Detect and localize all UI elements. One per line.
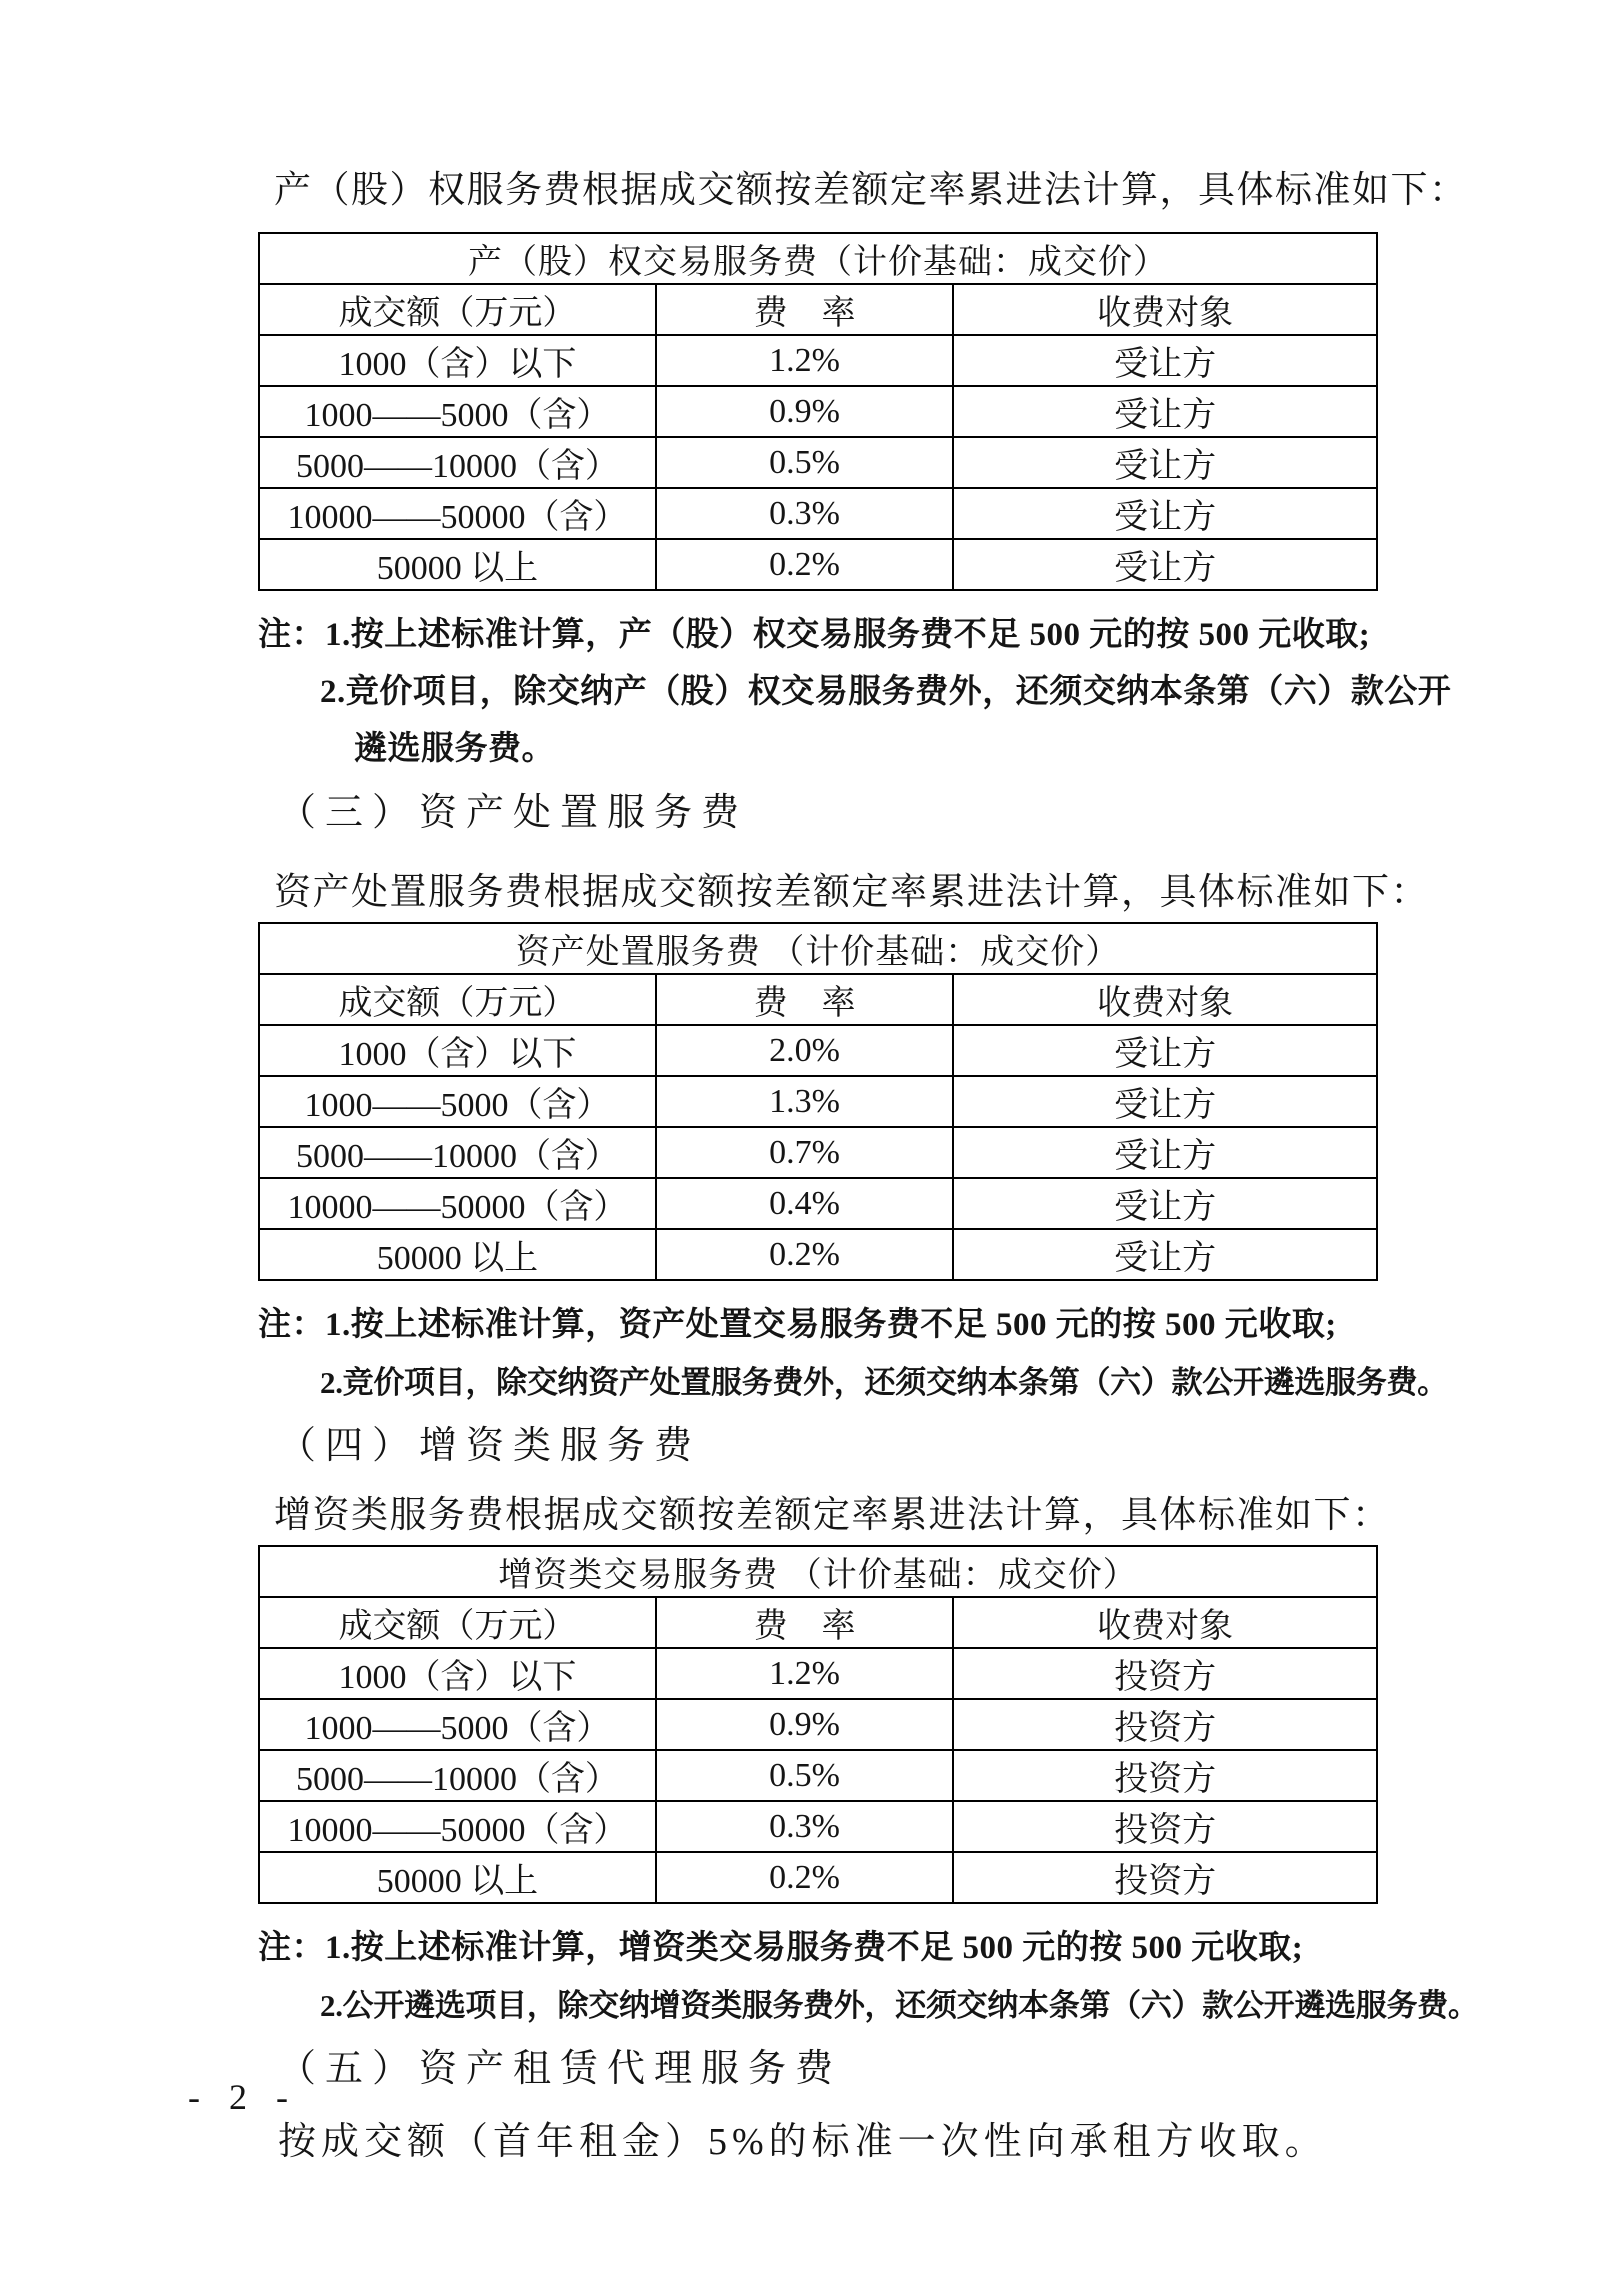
cell-payer: 受让方 [953,1127,1377,1178]
cell-payer: 受让方 [953,539,1377,590]
cell-amount: 1000（含）以下 [259,1648,656,1699]
page-content [258,168,1479,2166]
cell-payer: 受让方 [953,488,1377,539]
note-line: 注：1.按上述标准计算，产（股）权交易服务费不足 500 元的按 500 元收取; [258,617,1371,653]
cell-rate: 0.5% [656,1750,953,1801]
cell-payer: 受让方 [953,1076,1377,1127]
intro-paragraph-equity: 产（股）权服务费根据成交额按差额定率累进法计算，具体标准如下： [274,170,1468,211]
table-row [259,1229,1377,1280]
table-row [259,437,1377,488]
final-paragraph-lease-agency: 按成交额（首年租金）5%的标准一次性向承租方收取。 [278,2121,1328,2163]
cell-rate: 1.2% [656,335,953,386]
table-row [259,1076,1377,1127]
cell-amount: 1000——5000（含） [259,1699,656,1750]
intro-paragraph-asset-disposal: 资产处置服务费根据成交额按差额定率累进法计算，具体标准如下： [274,872,1429,913]
cell-amount: 5000——10000（含） [259,437,656,488]
note-line: 注：1.按上述标准计算，增资类交易服务费不足 500 元的按 500 元收取; [258,1930,1304,1966]
cell-payer: 投资方 [953,1852,1377,1903]
cell-amount: 1000（含）以下 [259,1025,656,1076]
table-row [259,1127,1377,1178]
cell-rate: 0.9% [656,1699,953,1750]
cell-payer: 投资方 [953,1750,1377,1801]
cell-rate: 0.4% [656,1178,953,1229]
table-row [259,1025,1377,1076]
cell-rate: 0.2% [656,539,953,590]
cell-payer: 受让方 [953,386,1377,437]
intro-paragraph-capital-increase: 增资类服务费根据成交额按差额定率累进法计算，具体标准如下： [274,1495,1391,1536]
note-equity [258,607,1452,778]
page-number: - 2 - [188,2077,298,2117]
note-capital-increase [258,1920,1479,2034]
section-heading-4: （四）增资类服务费 [278,1425,702,1467]
table-row [259,1852,1377,1903]
cell-amount: 1000（含）以下 [259,335,656,386]
cell-amount: 50000 以上 [259,1229,656,1280]
table-row [259,386,1377,437]
table-row [259,488,1377,539]
cell-amount: 5000——10000（含） [259,1750,656,1801]
cell-rate: 1.3% [656,1076,953,1127]
cell-amount: 10000——50000（含） [259,488,656,539]
col-header-rate: 费 率 [656,284,953,335]
note-asset-disposal [258,1297,1448,1411]
section-heading-5: （五）资产租赁代理服务费 [278,2048,843,2090]
col-header-rate: 费 率 [656,1597,953,1648]
cell-amount: 10000——50000（含） [259,1178,656,1229]
fee-table-capital-increase [258,1545,1378,1904]
section-heading-3: （三）资产处置服务费 [278,792,749,834]
table-title: 资产处置服务费 （计价基础：成交价） [259,923,1377,974]
cell-payer: 受让方 [953,335,1377,386]
note-line: 2.竞价项目，除交纳资产处置服务费外，还须交纳本条第（六）款公开遴选服务费。 [320,1365,1448,1400]
cell-rate: 1.2% [656,1648,953,1699]
cell-rate: 0.5% [656,437,953,488]
table-row [259,1801,1377,1852]
table-row [259,1699,1377,1750]
note-line: 2.竞价项目，除交纳产（股）权交易服务费外，还须交纳本条第（六）款公开 [320,674,1452,710]
cell-payer: 受让方 [953,1178,1377,1229]
table-row [259,1648,1377,1699]
cell-rate: 2.0% [656,1025,953,1076]
col-header-payer: 收费对象 [953,1597,1377,1648]
cell-payer: 受让方 [953,437,1377,488]
cell-amount: 1000——5000（含） [259,386,656,437]
cell-payer: 投资方 [953,1699,1377,1750]
note-line: 遴选服务费。 [354,731,555,767]
cell-rate: 0.9% [656,386,953,437]
note-line: 2.公开遴选项目，除交纳增资类服务费外，还须交纳本条第（六）款公开遴选服务费。 [320,1988,1479,2023]
table-row [259,1178,1377,1229]
table-row [259,1750,1377,1801]
cell-amount: 1000——5000（含） [259,1076,656,1127]
col-header-amount: 成交额（万元） [259,284,656,335]
col-header-rate: 费 率 [656,974,953,1025]
cell-amount: 50000 以上 [259,1852,656,1903]
cell-payer: 受让方 [953,1025,1377,1076]
cell-amount: 50000 以上 [259,539,656,590]
col-header-amount: 成交额（万元） [259,1597,656,1648]
cell-amount: 5000——10000（含） [259,1127,656,1178]
table-title: 增资类交易服务费 （计价基础：成交价） [259,1546,1377,1597]
col-header-amount: 成交额（万元） [259,974,656,1025]
cell-payer: 受让方 [953,1229,1377,1280]
cell-rate: 0.7% [656,1127,953,1178]
cell-payer: 投资方 [953,1648,1377,1699]
note-line: 注：1.按上述标准计算，资产处置交易服务费不足 500 元的按 500 元收取; [258,1307,1337,1343]
cell-rate: 0.3% [656,488,953,539]
table-title: 产（股）权交易服务费（计价基础：成交价） [259,233,1377,284]
cell-amount: 10000——50000（含） [259,1801,656,1852]
fee-table-equity [258,232,1378,591]
table-row [259,539,1377,590]
cell-rate: 0.2% [656,1852,953,1903]
cell-payer: 投资方 [953,1801,1377,1852]
col-header-payer: 收费对象 [953,284,1377,335]
fee-table-asset-disposal [258,922,1378,1281]
table-row [259,335,1377,386]
cell-rate: 0.2% [656,1229,953,1280]
col-header-payer: 收费对象 [953,974,1377,1025]
cell-rate: 0.3% [656,1801,953,1852]
